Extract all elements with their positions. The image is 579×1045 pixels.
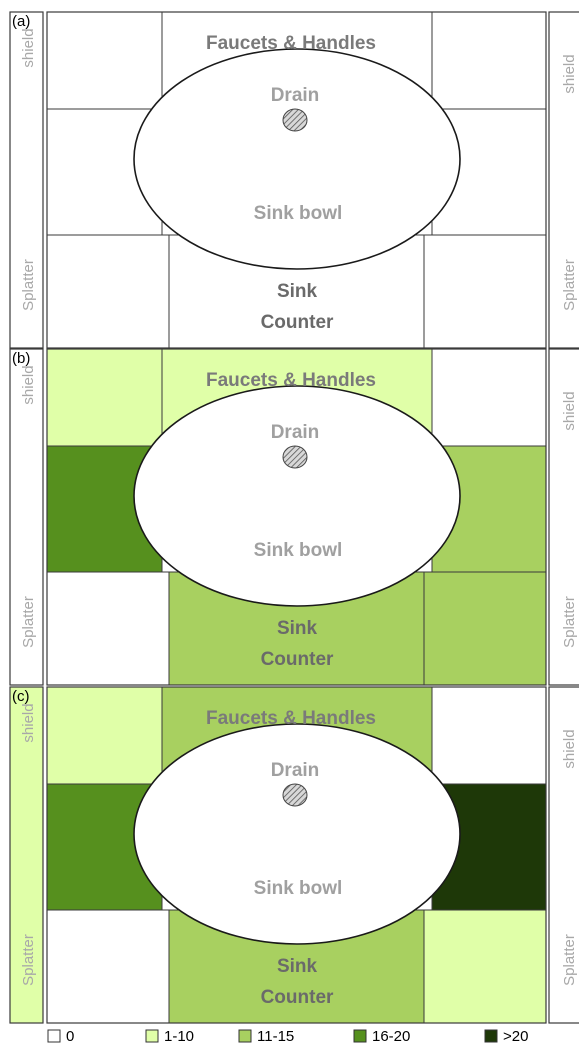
- shield-label-left: shield: [20, 28, 37, 68]
- cell-top-left: [47, 12, 162, 109]
- sink-counter-label-line2: Counter: [260, 987, 334, 1008]
- sink-counter-label-line2: Counter: [260, 312, 334, 333]
- sink-bowl: [134, 49, 460, 269]
- cell-bottom-left: [47, 572, 169, 685]
- panel-tag: (b): [12, 350, 31, 367]
- cell-bottom-right: [424, 572, 546, 685]
- sink-counter-label-line1: Sink: [276, 956, 318, 977]
- legend-swatch: [48, 1030, 60, 1042]
- cell-top-right: [432, 12, 546, 109]
- faucets-handles-label: Faucets & Handles: [206, 370, 376, 391]
- cell-top-right: [432, 687, 546, 784]
- legend-label: 0: [66, 1028, 75, 1045]
- legend-label: >20: [503, 1028, 529, 1045]
- cell-bottom-left: [47, 910, 169, 1023]
- cell-bottom-left: [47, 235, 169, 348]
- legend-swatch: [146, 1030, 158, 1042]
- legend-label: 16-20: [372, 1028, 411, 1045]
- cell-bottom-right: [424, 235, 546, 348]
- sink-counter-label-line2: Counter: [260, 649, 334, 670]
- sink-bowl-label: Sink bowl: [253, 540, 343, 561]
- legend: [48, 1028, 528, 1045]
- cell-top-left: [47, 687, 162, 784]
- drain-label: Drain: [270, 760, 320, 781]
- shield-label-right: shield: [561, 391, 578, 431]
- sink-counter-label-line1: Sink: [276, 618, 318, 639]
- sink-bowl: [134, 724, 460, 944]
- shield-label-left: shield: [20, 703, 37, 743]
- splatter-label-left: Splatter: [20, 934, 37, 986]
- legend-label: 1-10: [164, 1028, 195, 1045]
- panel-b: [10, 349, 579, 685]
- faucets-handles-label: Faucets & Handles: [206, 33, 376, 54]
- panel-a: [10, 12, 579, 348]
- legend-swatch: [485, 1030, 497, 1042]
- legend-label: 11-15: [257, 1028, 295, 1045]
- faucets-handles-label: Faucets & Handles: [206, 708, 376, 729]
- sink-bowl-label: Sink bowl: [253, 203, 343, 224]
- cell-top-left: [47, 349, 162, 446]
- splatter-label-right: Splatter: [561, 934, 578, 986]
- splatter-label-left: Splatter: [20, 596, 37, 648]
- legend-swatch: [239, 1030, 251, 1042]
- cell-bottom-right: [424, 910, 546, 1023]
- drain-icon: [283, 784, 307, 806]
- sink-counter-label-line1: Sink: [276, 281, 318, 302]
- sink-bowl: [134, 386, 460, 606]
- splatter-label-right: Splatter: [561, 259, 578, 311]
- cell-top-right: [432, 349, 546, 446]
- shield-label-right: shield: [561, 54, 578, 94]
- drain-label: Drain: [270, 85, 320, 106]
- legend-swatch: [354, 1030, 366, 1042]
- panel-tag: (a): [12, 13, 31, 30]
- panel-tag: (c): [12, 688, 30, 705]
- splatter-label-right: Splatter: [561, 596, 578, 648]
- drain-icon: [283, 446, 307, 468]
- shield-label-right: shield: [561, 729, 578, 769]
- drain-label: Drain: [270, 422, 320, 443]
- drain-icon: [283, 109, 307, 131]
- panel-c: [10, 687, 579, 1023]
- splatter-label-left: Splatter: [20, 259, 37, 311]
- shield-label-left: shield: [20, 365, 37, 405]
- sink-bowl-label: Sink bowl: [253, 878, 343, 899]
